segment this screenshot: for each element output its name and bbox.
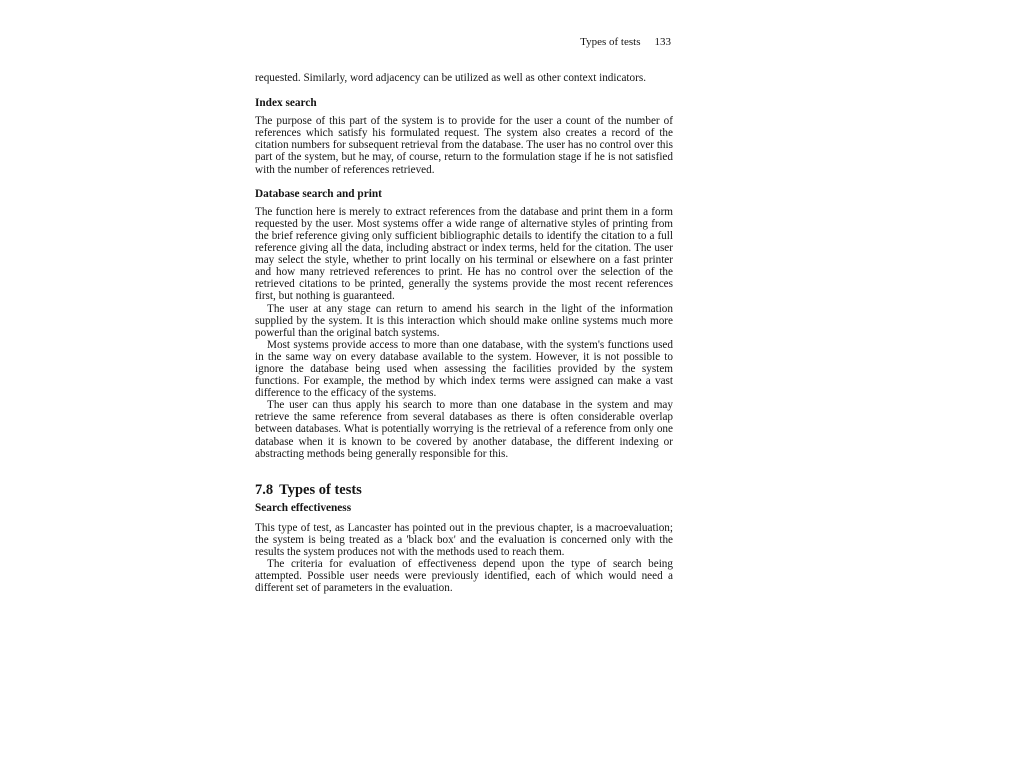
running-head-title: Types of tests bbox=[580, 36, 641, 48]
search-effectiveness-heading: Search effectiveness bbox=[255, 501, 352, 514]
page-number: 133 bbox=[654, 36, 671, 48]
database-search-paragraph-2: The user at any stage can return to amend his search in the light of the information supplied by the system. It is this interaction which should make online systems much more powerful than the original batch systems. bbox=[255, 302, 673, 339]
database-search-paragraph-4: The user can thus apply his search to more than one database in the system and may retrieve the same reference from several databases as there is often considerable overlap between databases. What is potentially worrying is the retrieval of a reference from only one database when it is known to be covered by another database, the different indexing or abstracting methods being generally responsible for this. bbox=[255, 399, 673, 460]
search-effectiveness-paragraph-1: This type of test, as Lancaster has pointed out in the previous chapter, is a macroevaluation; the system is being treated as a 'black box' and the evaluation is concerned only with the results the system produces not with the methods used to reach them. bbox=[255, 521, 673, 559]
section-number: 7.8 bbox=[255, 481, 274, 498]
book-page bbox=[255, 36, 673, 594]
index-search-heading: Index search bbox=[255, 97, 317, 110]
intro-paragraph: requested. Similarly, word adjacency can be utilized as well as other context indicators. bbox=[255, 72, 647, 84]
database-search-heading: Database search and print bbox=[255, 187, 382, 200]
section-title: Types of tests bbox=[279, 481, 362, 498]
database-search-paragraph-3: Most systems provide access to more than one database, with the system's functions used in the same way on every database available to the system. However, it is not possible to ignore the database being used when assessing the facilities provided by the system functions. For example, the method by which index terms were assigned can make a vast difference to the efficacy of the systems. bbox=[255, 338, 673, 400]
section-heading bbox=[255, 481, 673, 498]
index-search-paragraph: The purpose of this part of the system is to provide for the user a count of the number of references which satisfy his formulated request. The system also creates a record of the citation numbers for subsequent retrieval from the database. The user has no control over this part of the system, but he may, of course, return to the formulation stage if he is not satisfied with the number of references retrieved. bbox=[255, 115, 673, 176]
search-effectiveness-paragraph-2: The criteria for evaluation of effectiveness depend upon the type of search being attempted. Possible user needs were previously identified, each of which would need a different set of parameters in the evaluation. bbox=[255, 558, 673, 595]
running-head bbox=[255, 36, 671, 48]
database-search-paragraph-1: The function here is merely to extract references from the database and print them in a form requested by the user. Most systems offer a wide range of alternative styles of printing from the brief reference giving only sufficient bibliographic details to identify the citation to a full reference giving all the data, including abstract or index terms, held for the citation. The user may select the style, whether to print locally on his terminal or elsewhere on a fast printer and how many retrieved references to print. He has no control over the selection of the retrieved citations to be printed, generally the systems provide the most recent references first, but nothing is guaranteed. bbox=[255, 205, 673, 303]
